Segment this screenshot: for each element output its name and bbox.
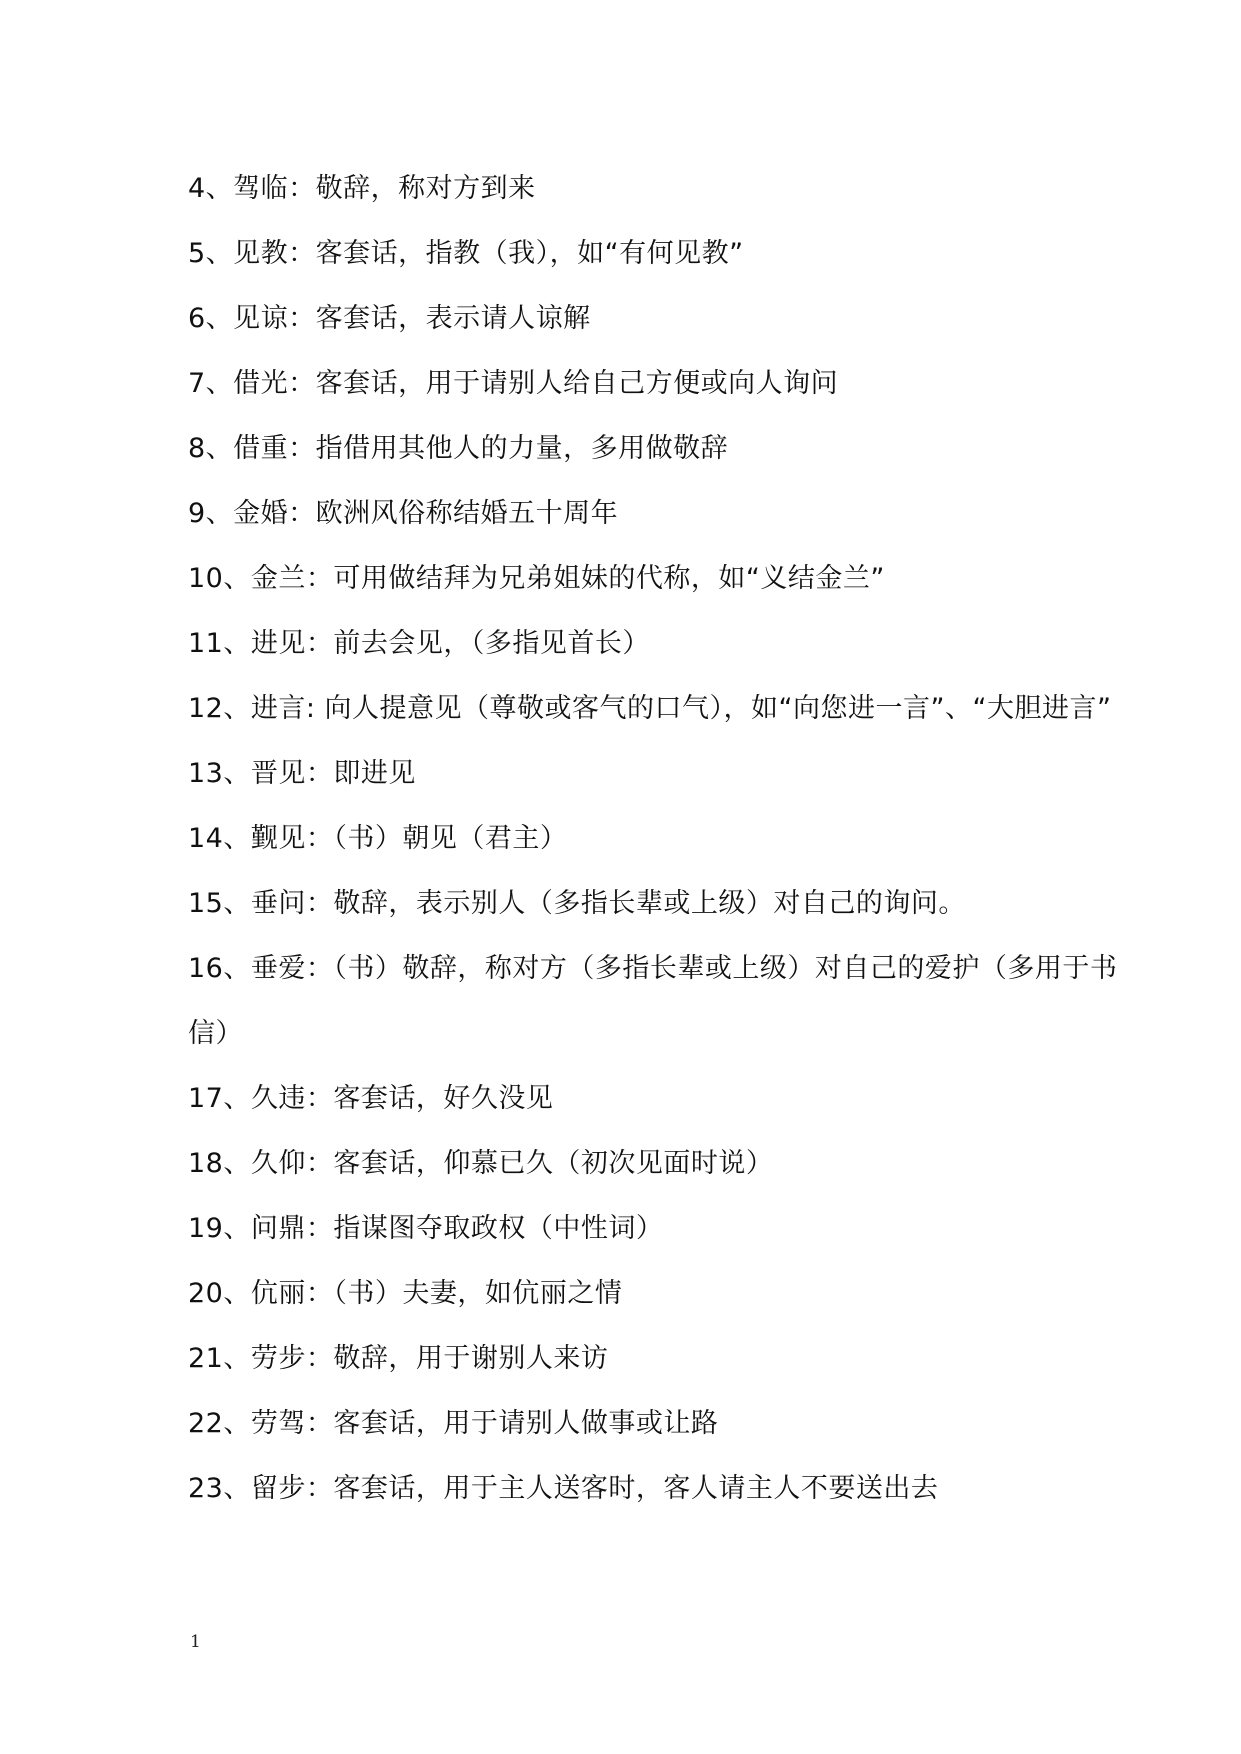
list-item: 8、借重：指借用其他人的力量，多用做敬辞 [188,433,729,464]
list-item: 11、进见：前去会见，（多指见首长） [188,628,650,659]
list-item: 4、驾临：敬辞，称对方到来 [188,173,536,204]
list-item: 12、进言: 向人提意见（尊敬或客气的口气），如“向您进一言”、“大胆进言” [188,693,1112,724]
entry-list [188,156,1138,1521]
list-item: 22、劳驾：客套话，用于请别人做事或让路 [188,1408,719,1439]
list-item: 16、垂爱：（书）敬辞，称对方（多指长辈或上级）对自己的爱护（多用于书信） [188,953,1118,1049]
list-item: 10、金兰：可用做结拜为兄弟姐妹的代称，如“义结金兰” [188,563,885,594]
page-number: 1 [190,1632,201,1652]
list-item: 23、留步：客套话，用于主人送客时，客人请主人不要送出去 [188,1473,939,1504]
list-item: 7、借光：客套话，用于请别人给自己方便或向人询问 [188,368,839,399]
list-item: 15、垂问：敬辞，表示别人（多指长辈或上级）对自己的询问。 [188,888,966,919]
list-item: 9、金婚：欧洲风俗称结婚五十周年 [188,498,619,529]
list-item: 17、久违：客套话，好久没见 [188,1083,554,1114]
list-item: 20、伉丽：（书）夫妻，如伉丽之情 [188,1278,623,1309]
list-item: 13、晋见：即进见 [188,758,416,789]
list-item: 19、问鼎：指谋图夺取政权（中性词） [188,1213,664,1244]
list-item: 5、见教：客套话，指教（我），如“有何见教” [188,238,744,269]
list-item: 6、见谅：客套话，表示请人谅解 [188,303,591,334]
list-item: 18、久仰：客套话，仰慕已久（初次见面时说） [188,1148,774,1179]
list-item: 14、觐见：（书）朝见（君主） [188,823,568,854]
list-item: 21、劳步：敬辞，用于谢别人来访 [188,1343,609,1374]
